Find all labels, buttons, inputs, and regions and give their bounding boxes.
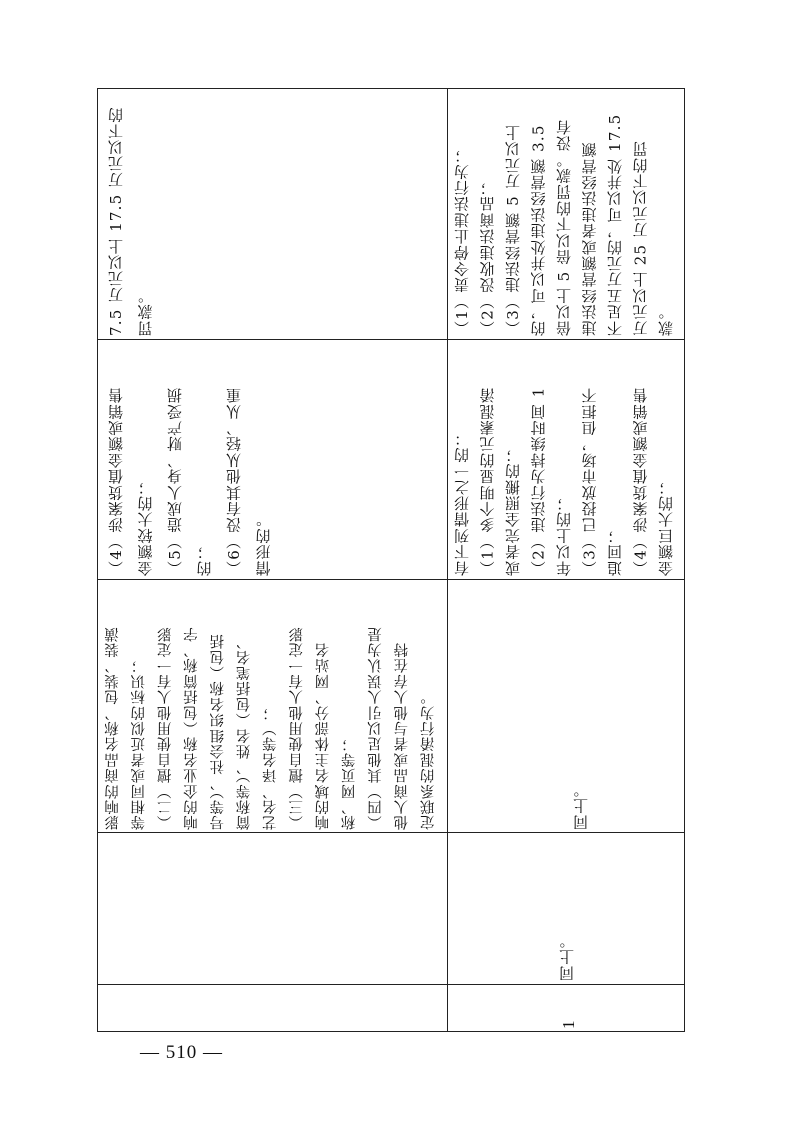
row1-col4-line: 金额较大的； bbox=[136, 478, 155, 576]
row2-col5-line: （2）没收违法商品； bbox=[478, 179, 497, 336]
row1-col3-line: 简称等）、姓名（包括笔名、 bbox=[236, 633, 253, 830]
row2-col4-line: 有下列情形之一的： bbox=[453, 430, 471, 576]
row1-col4-line: （4）涉案货值金额或销售 bbox=[107, 387, 125, 576]
table-divider-c4-c3 bbox=[97, 579, 685, 580]
row1-col3-line: 艺名、译名等）； bbox=[262, 704, 279, 830]
row1-col3-line: 响的企业名称（包括简称、字 bbox=[183, 625, 200, 830]
row2-col5-line: 的，可以并处违法经营额 3.5 bbox=[529, 124, 548, 336]
row2-col5-line: 万元以上 25 万元以下的罚 bbox=[631, 140, 650, 336]
row2-col3-text: 同上。 bbox=[572, 781, 590, 830]
row2-col1-cell bbox=[450, 987, 682, 1029]
row2-col2-cell bbox=[450, 835, 682, 981]
row2-col5-line: 不足五万元的，可以并处 17.5 bbox=[606, 113, 624, 336]
row2-col4-line: （3）已投放市场，但拒不 bbox=[580, 387, 599, 576]
row2-col4-line: （2）违法行为持续时间 1 bbox=[529, 386, 548, 576]
row2-col4-line: 年以上的； bbox=[555, 495, 573, 576]
table-divider-c5-c4 bbox=[97, 339, 685, 340]
row2-col4-cell bbox=[450, 342, 682, 576]
table-divider-row bbox=[447, 88, 448, 1032]
row1-col4-line: 情形的。 bbox=[254, 511, 273, 576]
row1-col5-line: 7.5 万元以上 17.5 万元以下的 bbox=[107, 106, 125, 336]
row2-col5-line: 款。 bbox=[657, 303, 675, 336]
row1-col3-line: 号等）、社会组织名称（包括 bbox=[210, 633, 227, 830]
row1-col3-line: 称、网页等； bbox=[341, 735, 358, 830]
row2-col2-text: 同上。 bbox=[558, 932, 576, 981]
row1-col3-line: 他人商品或者与他人存在特 bbox=[394, 641, 411, 830]
row1-col3-line: （三）擅自使用他人有一定影 bbox=[289, 625, 306, 830]
page-number: — 510 — bbox=[140, 1042, 223, 1063]
row1-col4-cell bbox=[100, 342, 440, 576]
row2-col5-line: （3）违法经营额 5 万元以上 bbox=[504, 124, 522, 336]
row2-col5-line: （1）责令停止违法行为； bbox=[453, 147, 471, 336]
table-divider-c2-c1 bbox=[97, 984, 685, 985]
row1-col3-line: 影响的商品名称、包装、装潢 bbox=[105, 625, 121, 830]
row1-col4-line: （6）没有其他从轻、从重 bbox=[225, 387, 243, 576]
row1-col3-line: 响的域名主体部分、网站名 bbox=[315, 641, 332, 830]
row2-col4-line: 金额巨大的； bbox=[657, 478, 675, 576]
row2-col4-line: （4）涉案货值金额或销售 bbox=[631, 387, 650, 576]
row1-col3-cell bbox=[100, 582, 445, 830]
row2-col4-line: （1）多个明显的元素混淆 bbox=[478, 387, 497, 576]
row2-col5-line: 倍以上 5 倍以下的罚款。没有 bbox=[555, 118, 573, 336]
row2-col3-cell bbox=[450, 582, 682, 830]
row2-col4-line: 或者完全照搬的； bbox=[504, 446, 522, 576]
row1-col3-line: 等相同或者近似的标识； bbox=[131, 657, 148, 830]
row1-col3-line: 定联系的混淆行为。 bbox=[420, 688, 437, 830]
row1-col5-cell bbox=[100, 92, 440, 336]
row2-col5-line: 违法经营额或者违法经营额 bbox=[580, 141, 599, 336]
row1-col3-line: （二）擅自使用他人有一定影 bbox=[157, 625, 174, 830]
row1-col5-line: 罚款。 bbox=[136, 287, 155, 336]
row1-col4-line: （5）造成人身、财产受损 bbox=[166, 387, 184, 576]
row1-col3-line: （四）其他足以引人误认为是 bbox=[367, 625, 384, 830]
row1-col4-line: 的； bbox=[195, 543, 214, 576]
row2-col4-line: 追回； bbox=[606, 527, 624, 576]
row2-col5-cell bbox=[450, 92, 682, 336]
row2-col1-text: 1 bbox=[559, 1019, 578, 1029]
table-divider-c3-c2 bbox=[97, 832, 685, 833]
